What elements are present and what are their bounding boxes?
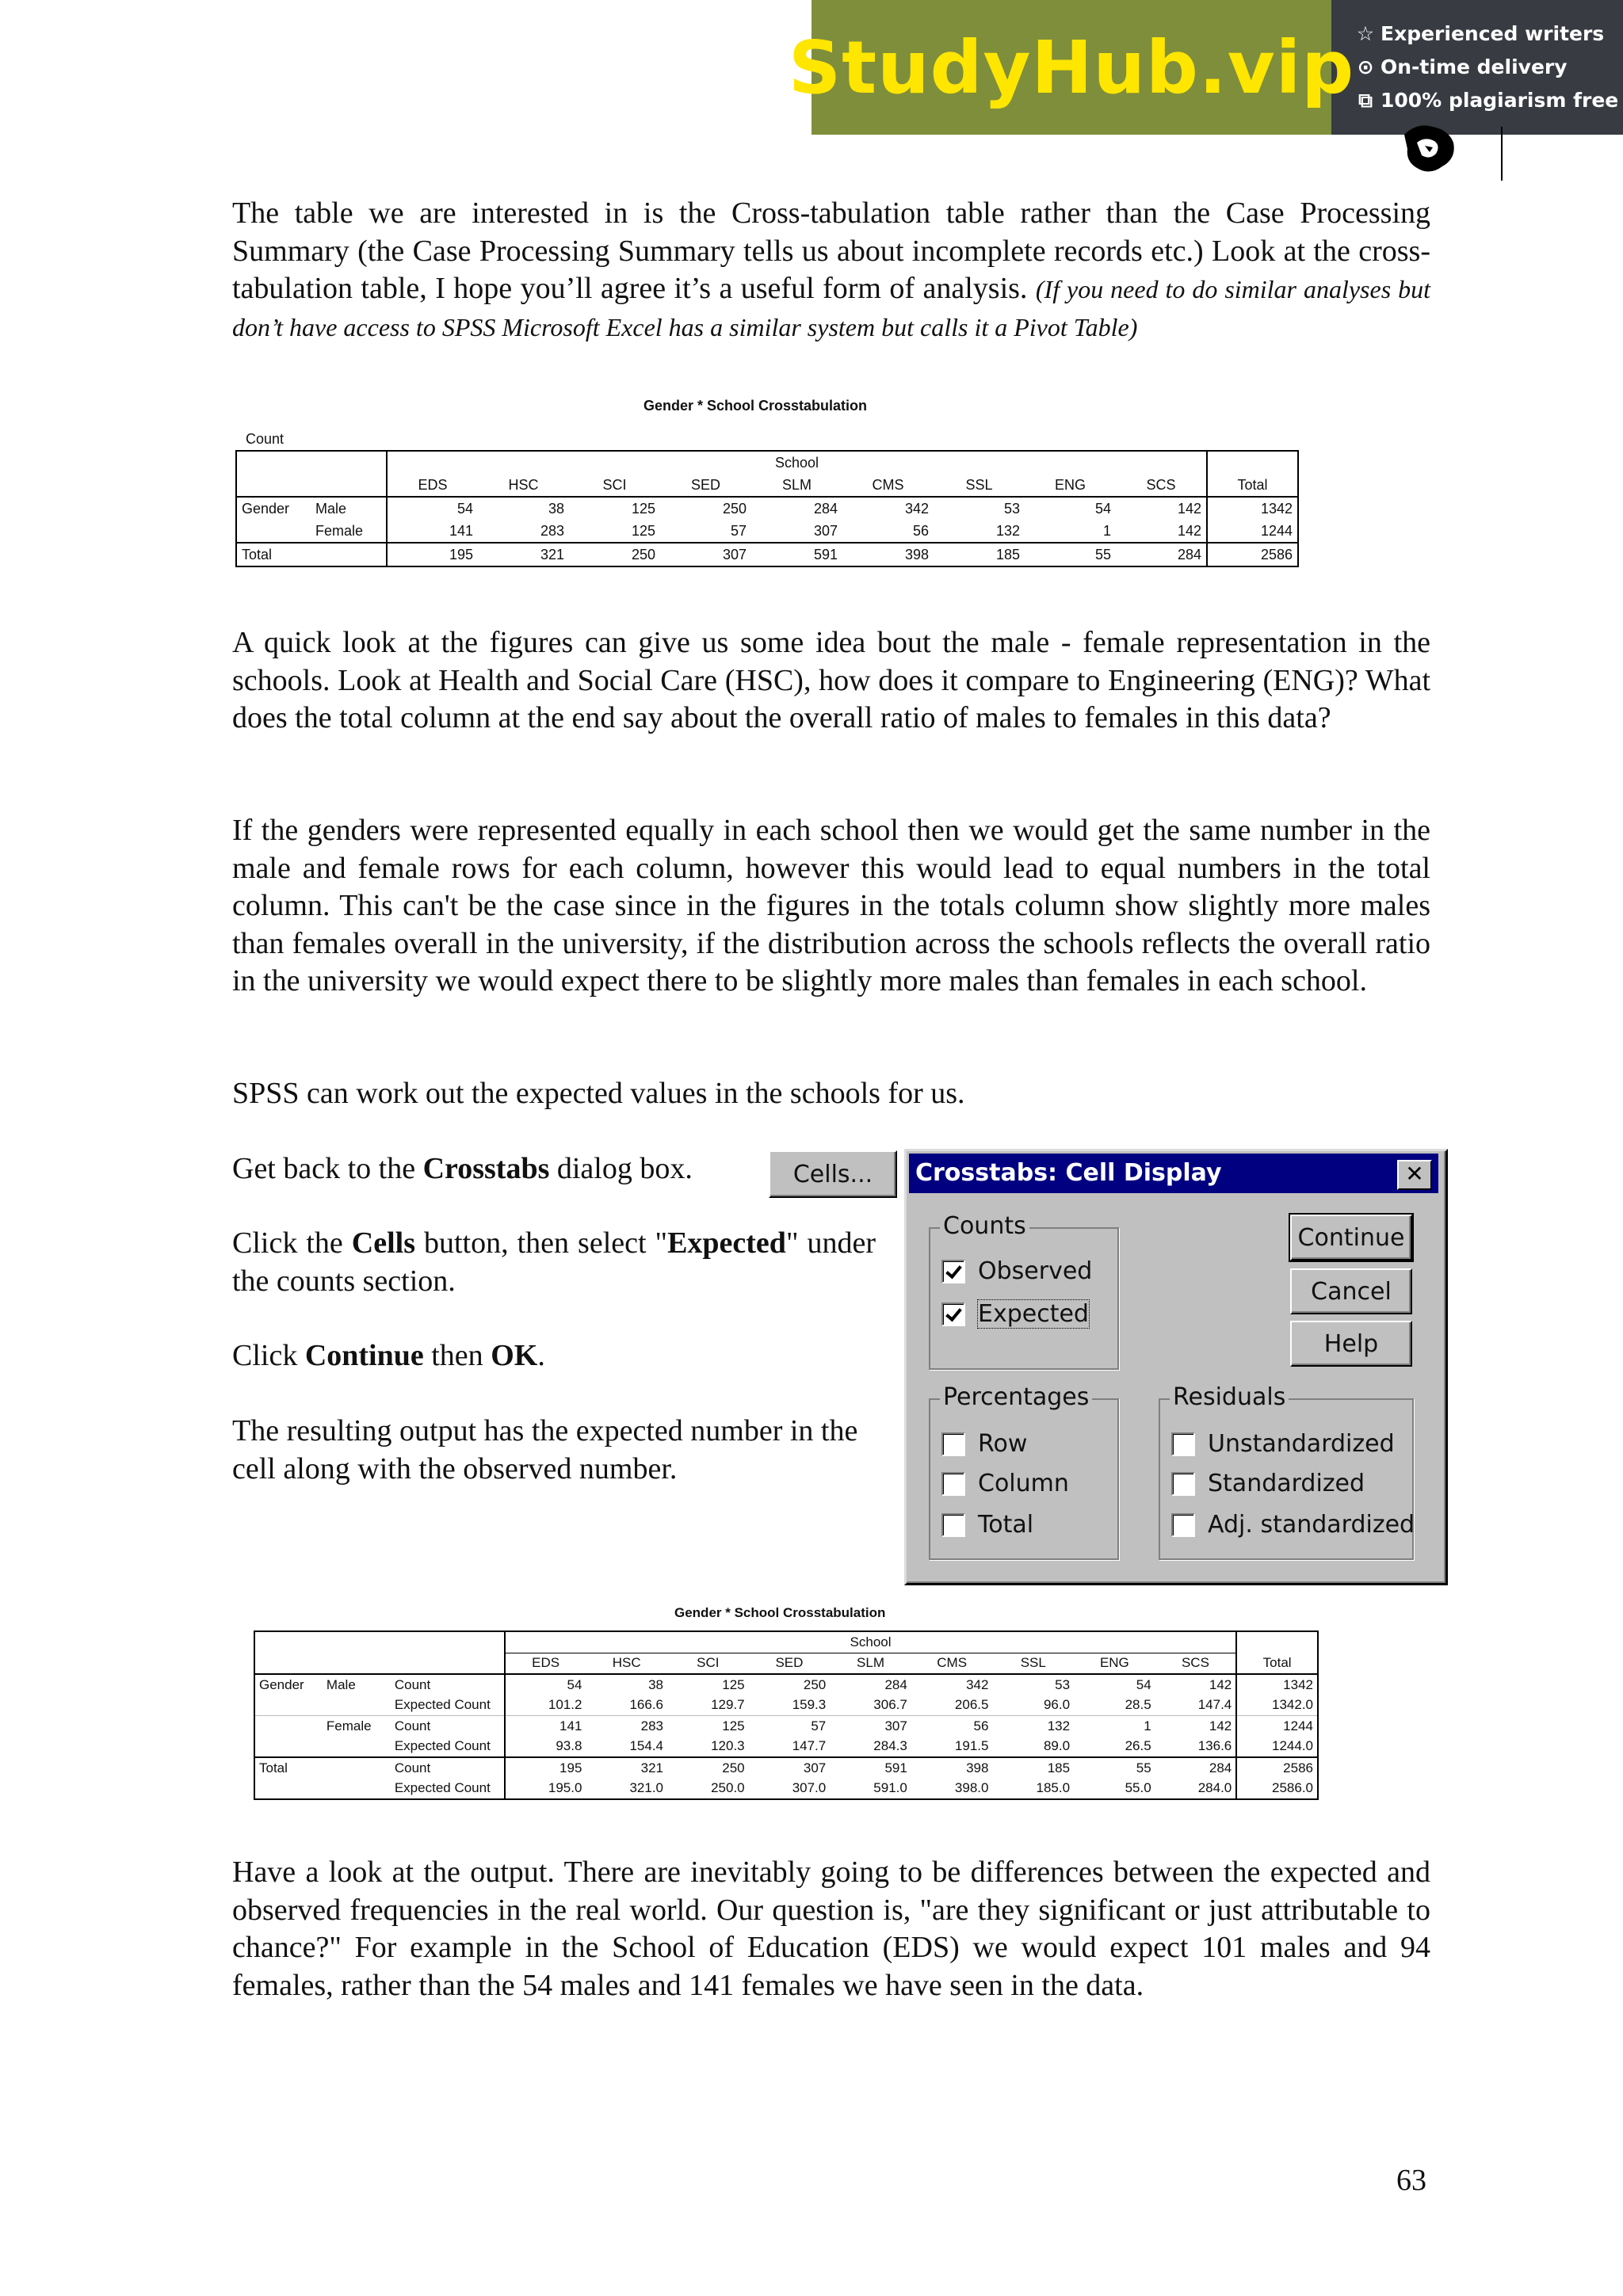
intro-paragraph: The table we are interested in is the Cross-tabulation table rather than the Case Processing Summary (the Case Processing Summary tells us about incomplete records etc.) Look at the cross-tabulation table, I hope you’ll agree it’s a useful form of analysis. (If you need to do similar analyses but don’t have access to SPSS Microsoft Excel has a similar system but calls it a Pivot Table) bbox=[232, 196, 1430, 341]
column-header: EDS bbox=[418, 476, 448, 493]
column-header: SED bbox=[775, 1655, 804, 1671]
table-total-row: Total 195 321 250 307 591 398 185 55 284 2586 bbox=[236, 543, 1298, 566]
table1-count-label: Count bbox=[246, 431, 285, 447]
checkbox-checked-icon bbox=[941, 1260, 965, 1283]
column-header: SLM bbox=[781, 476, 812, 493]
unstandardized-checkbox[interactable]: Unstandardized bbox=[1171, 1430, 1395, 1458]
checkbox-icon bbox=[941, 1513, 965, 1537]
feature-item: ⧉ 100% plagiarism free bbox=[1355, 84, 1618, 117]
feature-item: ☆ Experienced writers bbox=[1355, 17, 1618, 51]
brand-text: StudyHub.vip bbox=[788, 25, 1355, 110]
checkbox-checked-icon bbox=[941, 1302, 965, 1326]
standardized-checkbox[interactable]: Standardized bbox=[1171, 1470, 1365, 1497]
column-header: SCS bbox=[1181, 1655, 1209, 1671]
column-header: HSC bbox=[612, 1655, 641, 1671]
table-row: Gender Male Count 54 38 125 250 284 342 53 54 142 1342 bbox=[254, 1674, 1318, 1695]
table-row: Gender Male 54 38 125 250 284 342 53 54 142 1342 bbox=[236, 497, 1298, 520]
column-header: ENG bbox=[1054, 476, 1086, 493]
paragraph: If the genders were represented equally in each school then we would get the same number in the male and female rows for each column, however this would lead to equal numbers in the total column. This can't be the case since in the figures in the totals column show slightly more males than females overall in the university, if the distribution across the schools reflects the overall ratio in the university we would expect there to be slightly more males than females in each school. bbox=[232, 814, 1430, 997]
clock-icon: ⊙ bbox=[1357, 55, 1374, 78]
table1-title: Gender * School Crosstabulation bbox=[643, 398, 868, 414]
page-number: 63 bbox=[1396, 2164, 1426, 2197]
table-row: Total Count 195 321 250 307 591 398 185 55 284 2586 bbox=[254, 1757, 1318, 1779]
column-checkbox[interactable]: Column bbox=[941, 1470, 1069, 1497]
expected-checkbox[interactable]: Expected bbox=[941, 1300, 1089, 1328]
checkbox-icon bbox=[941, 1432, 965, 1456]
column-header: Total bbox=[1236, 1653, 1318, 1674]
checkbox-icon bbox=[941, 1472, 965, 1496]
column-header: SCI bbox=[602, 476, 627, 493]
row-checkbox[interactable]: Row bbox=[941, 1430, 1027, 1458]
observed-checkbox[interactable]: Observed bbox=[941, 1257, 1092, 1285]
column-header: CMS bbox=[872, 476, 904, 493]
dialog-title-bar: Crosstabs: Cell Display ✕ bbox=[909, 1154, 1438, 1193]
help-button[interactable]: Help bbox=[1290, 1321, 1412, 1367]
table-header-row bbox=[236, 451, 1298, 474]
column-header: SSL bbox=[1020, 1655, 1046, 1671]
checkbox-icon bbox=[1171, 1432, 1195, 1456]
crosstab-expected-table bbox=[254, 1630, 1319, 1800]
studyhub-banner[interactable] bbox=[788, 0, 1623, 135]
feature-item: ⊙ On-time delivery bbox=[1355, 51, 1618, 84]
column-header: ENG bbox=[1099, 1655, 1129, 1671]
star-icon: ☆ bbox=[1356, 22, 1375, 45]
step-text: Get back to the Crosstabs dialog box. bbox=[232, 1152, 693, 1185]
paragraph: SPSS can work out the expected values in the schools for us. bbox=[232, 1077, 965, 1110]
close-icon[interactable]: ✕ bbox=[1397, 1160, 1432, 1190]
table-column-row bbox=[236, 474, 1298, 497]
counts-group: Counts Observed Expected bbox=[929, 1227, 1119, 1370]
table-row: Expected Count 93.8 154.4 120.3 147.7 284.3 191.5 89.0 26.5 136.6 1244.0 bbox=[254, 1737, 1318, 1758]
column-header: SLM bbox=[857, 1655, 885, 1671]
copy-icon: ⧉ bbox=[1358, 89, 1373, 112]
cells-button[interactable]: Cells... bbox=[769, 1150, 897, 1198]
column-header: Total bbox=[1207, 474, 1298, 497]
crosstab-table bbox=[235, 450, 1299, 567]
continue-button[interactable]: Continue bbox=[1290, 1215, 1412, 1261]
checkbox-icon bbox=[1171, 1513, 1195, 1537]
school-header: School bbox=[774, 454, 819, 471]
paragraph: A quick look at the figures can give us some idea bout the male - female representation in the schools. Look at Health and Social Care (HSC), how does it compare to Engineering (ENG)? What does the total column at the end say about the overall ratio of males to females in this data? bbox=[232, 626, 1430, 734]
column-header: SCS bbox=[1146, 476, 1176, 493]
excel-note: (If you need to do similar analyses but don’t have access to SPSS Microsoft Excel has a similar system but calls it a Pivot Table) bbox=[232, 275, 1430, 341]
feature-list bbox=[1355, 17, 1618, 117]
step-text: The resulting output has the expected number in the cell along with the observed number. bbox=[232, 1414, 858, 1486]
school-header: School bbox=[505, 1631, 1236, 1653]
studyhub-logo[interactable] bbox=[788, 0, 1355, 135]
adj-standardized-checkbox[interactable]: Adj. standardized bbox=[1171, 1511, 1415, 1539]
percentages-group: Percentages Row Column Total bbox=[929, 1398, 1119, 1560]
table-row: Expected Count 195.0 321.0 250.0 307.0 591.0 398.0 185.0 55.0 284.0 2586.0 bbox=[254, 1779, 1318, 1800]
table-row: Expected Count 101.2 166.6 129.7 159.3 306.7 206.5 96.0 28.5 147.4 1342.0 bbox=[254, 1695, 1318, 1716]
table2-title: Gender * School Crosstabulation bbox=[674, 1605, 886, 1620]
university-logo-icon bbox=[1401, 119, 1458, 181]
checkbox-icon bbox=[1171, 1472, 1195, 1496]
column-header: SCI bbox=[697, 1655, 720, 1671]
column-header: HSC bbox=[508, 476, 539, 493]
step-text: Click Continue then OK. bbox=[232, 1339, 545, 1372]
total-checkbox[interactable]: Total bbox=[941, 1511, 1033, 1539]
residuals-group: Residuals Unstandardized Standardized Adj. standardized bbox=[1159, 1398, 1414, 1560]
table-row: Female 141 283 125 57 307 56 132 1 142 1244 bbox=[236, 520, 1298, 543]
column-header: EDS bbox=[532, 1655, 560, 1671]
header-rule bbox=[1501, 127, 1503, 181]
table-row: Female Count 141 283 125 57 307 56 132 1 142 1244 bbox=[254, 1716, 1318, 1737]
step-text: Click the Cells button, then select "Expected" under the counts section. bbox=[232, 1226, 876, 1298]
column-header: SSL bbox=[965, 476, 993, 493]
column-header: SED bbox=[690, 476, 720, 493]
paragraph: Have a look at the output. There are inevitably going to be differences between the expected and observed frequencies in the real world. Our question is, "are they significant or just attributable to chance?" For example in the School of Education (EDS) we would expect 101 males and 94 females, rather than the 54 males and 141 females we have seen in the data. bbox=[232, 1855, 1430, 2002]
cell-display-dialog bbox=[904, 1149, 1448, 1585]
cancel-button[interactable]: Cancel bbox=[1290, 1268, 1412, 1314]
column-header: CMS bbox=[937, 1655, 968, 1671]
